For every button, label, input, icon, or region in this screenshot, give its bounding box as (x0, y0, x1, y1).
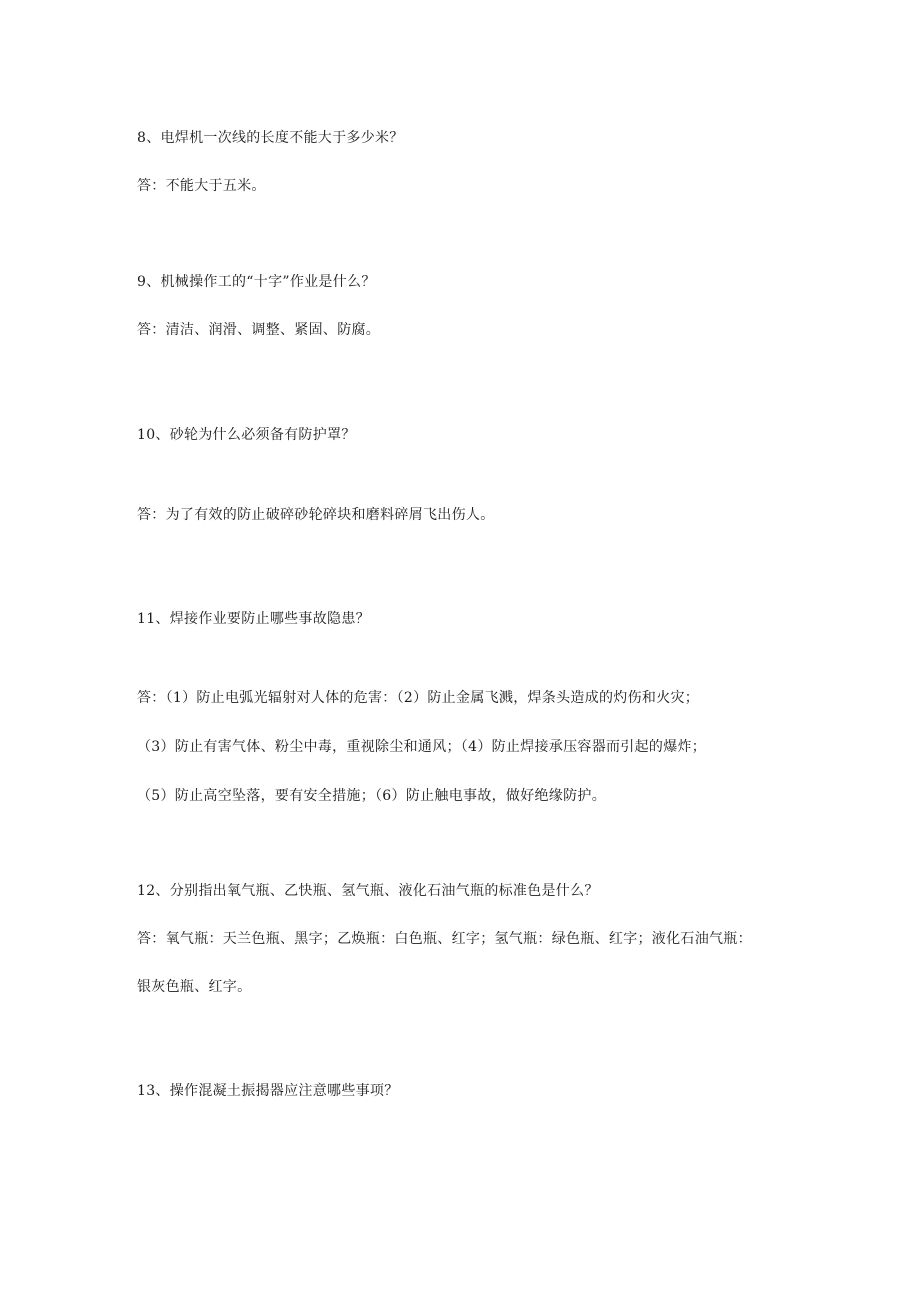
answer-9-line-1: 答：清洁、润滑、调整、紧固、防腐。 (137, 322, 381, 338)
question-10: 10、砂轮为什么必须备有防护罩？ (137, 427, 356, 443)
answer-11-line-2: （3）防止有害气体、粉尘中毒，重视除尘和通风；（4）防止焊接承压容器而引起的爆炸； (137, 739, 707, 755)
answer-11-line-1: 答：（1）防止电弧光辐射对人体的危害：（2）防止金属飞溅，焊条头造成的灼伤和火灾； (137, 690, 700, 706)
question-13: 13、操作混凝土振揭器应注意哪些事项？ (137, 1083, 399, 1099)
answer-12-line-2: 银灰色瓶、红字。 (137, 979, 252, 995)
question-8: 8、电焊机一次线的长度不能大于多少米？ (137, 130, 404, 146)
answer-11-line-3: （5）防止高空坠落，要有安全措施；（6）防止触电事故，做好绝缘防护。 (137, 788, 607, 804)
question-11: 11、焊接作业要防止哪些事故隐患？ (137, 611, 370, 627)
answer-8-line-1: 答：不能大于五米。 (137, 178, 266, 194)
question-9: 9、机械操作工的“十字”作业是什么？ (137, 274, 376, 290)
question-12: 12、分别指出氧气瓶、乙快瓶、氢气瓶、液化石油气瓶的标准色是什么？ (137, 883, 599, 899)
answer-12-line-1: 答：氧气瓶：天兰色瓶、黑字；乙焕瓶：白色瓶、红字；氢气瓶：绿色瓶、红字；液化石油气瓶： (137, 931, 752, 947)
answer-10-line-1: 答：为了有效的防止破碎砂轮碎块和磨料碎屑飞出伤人。 (137, 507, 495, 523)
